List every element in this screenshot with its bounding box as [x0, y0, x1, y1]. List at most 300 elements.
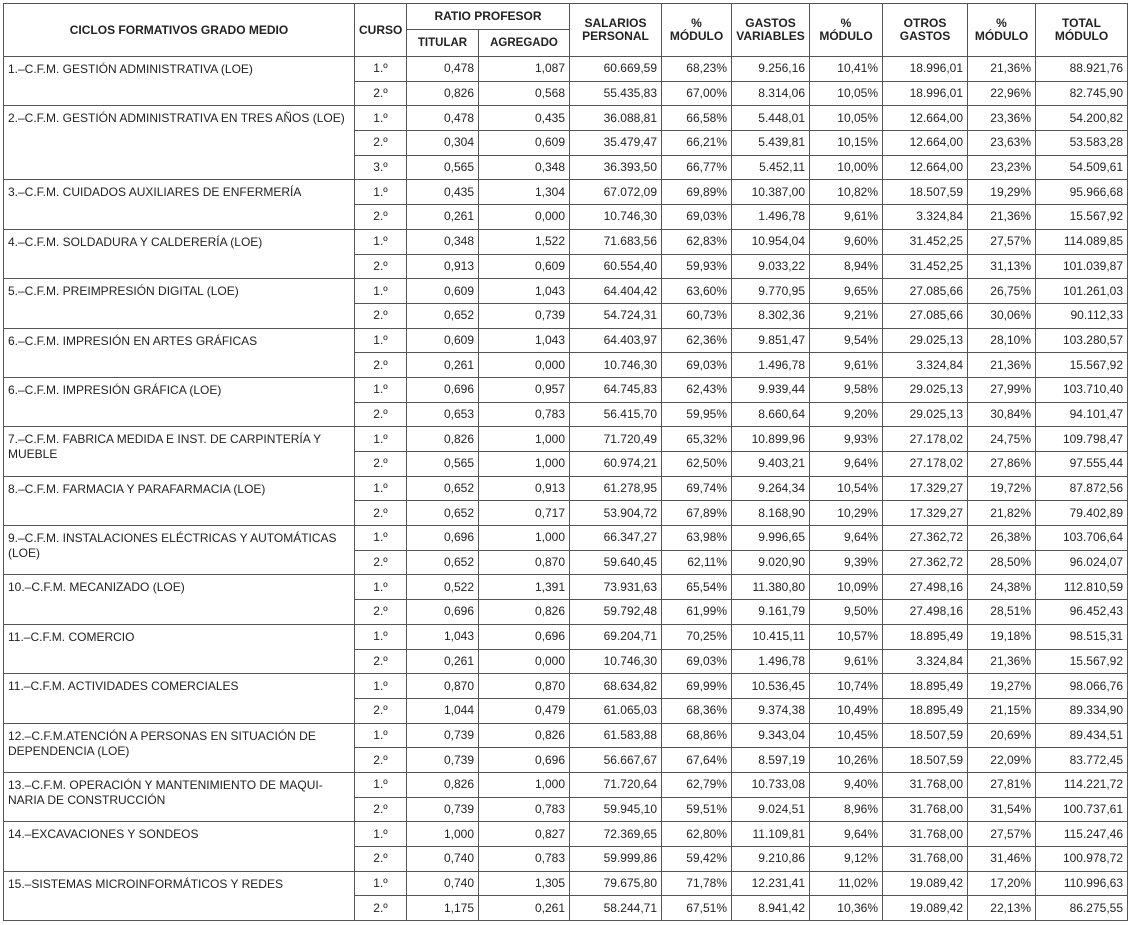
cell-pct-gastos: 9,61%: [810, 205, 883, 230]
cell-curso: 1.º: [355, 229, 407, 254]
cell-pct-otros: 19,29%: [968, 180, 1036, 205]
cell-pct-gastos: 9,93%: [810, 427, 883, 452]
cell-agregado: 0,609: [479, 131, 570, 156]
cell-total: 114.089,85: [1036, 229, 1128, 254]
cell-pct-otros: 23,63%: [968, 131, 1036, 156]
cell-curso: 1.º: [355, 57, 407, 82]
cell-total: 94.101,47: [1036, 402, 1128, 427]
cell-total: 109.798,47: [1036, 427, 1128, 452]
cell-curso: 1.º: [355, 674, 407, 699]
cell-pct-salarios: 62,80%: [662, 822, 732, 847]
cell-pct-otros: 30,06%: [968, 303, 1036, 328]
cell-pct-otros: 22,13%: [968, 896, 1036, 921]
cell-agregado: 0,783: [479, 797, 570, 822]
ciclo-name: 1.–C.F.M. GESTIÓN ADMINISTRATIVA (LOE): [4, 57, 355, 106]
cell-pct-salarios: 62,11%: [662, 550, 732, 575]
cell-total: 110.996,63: [1036, 871, 1128, 896]
cell-salarios: 69.204,71: [570, 624, 662, 649]
table-row: [4, 624, 1128, 649]
header-curso: CURSO: [355, 4, 407, 57]
cell-titular: 0,826: [407, 81, 479, 106]
cell-otros: 27.498,16: [883, 575, 968, 600]
cell-titular: 0,653: [407, 402, 479, 427]
cell-salarios: 61.278,95: [570, 476, 662, 501]
cell-titular: 0,435: [407, 180, 479, 205]
cell-gastos: 9.851,47: [732, 328, 810, 353]
cell-titular: 0,261: [407, 649, 479, 674]
cell-salarios: 60.554,40: [570, 254, 662, 279]
cell-agregado: 1,043: [479, 328, 570, 353]
cell-pct-salarios: 67,89%: [662, 501, 732, 526]
cell-pct-salarios: 62,79%: [662, 772, 732, 797]
cell-otros: 27.362,72: [883, 550, 968, 575]
cell-gastos: 9.403,21: [732, 452, 810, 477]
ciclo-name: 3.–C.F.M. CUIDADOS AUXILIARES DE ENFERMERÍA: [4, 180, 355, 229]
cell-agregado: 0,348: [479, 155, 570, 180]
cell-pct-gastos: 10,29%: [810, 501, 883, 526]
cell-total: 96.024,07: [1036, 550, 1128, 575]
cell-gastos: 8.597,19: [732, 748, 810, 773]
cell-curso: 2.º: [355, 797, 407, 822]
cell-titular: 0,478: [407, 106, 479, 131]
cell-otros: 27.178,02: [883, 427, 968, 452]
cell-salarios: 73.931,63: [570, 575, 662, 600]
cell-pct-otros: 28,50%: [968, 550, 1036, 575]
cell-salarios: 68.634,82: [570, 674, 662, 699]
cell-titular: 1,000: [407, 822, 479, 847]
cell-curso: 2.º: [355, 205, 407, 230]
table-row: [4, 822, 1128, 847]
cell-gastos: 9.024,51: [732, 797, 810, 822]
cell-agregado: 0,913: [479, 476, 570, 501]
cell-titular: 0,565: [407, 155, 479, 180]
cell-total: 79.402,89: [1036, 501, 1128, 526]
table-row: [4, 57, 1128, 82]
cell-salarios: 60.974,21: [570, 452, 662, 477]
ciclo-name: 6.–C.F.M. IMPRESIÓN EN ARTES GRÁFICAS: [4, 328, 355, 377]
cell-pct-otros: 28,51%: [968, 600, 1036, 625]
cell-salarios: 67.072,09: [570, 180, 662, 205]
cell-pct-gastos: 9,39%: [810, 550, 883, 575]
cell-pct-salarios: 63,98%: [662, 526, 732, 551]
cell-pct-salarios: 60,73%: [662, 303, 732, 328]
cell-pct-gastos: 9,64%: [810, 526, 883, 551]
cell-agregado: 0,609: [479, 254, 570, 279]
cell-agregado: 1,522: [479, 229, 570, 254]
cell-pct-otros: 27,81%: [968, 772, 1036, 797]
cell-pct-salarios: 66,58%: [662, 106, 732, 131]
cell-agregado: 0,826: [479, 723, 570, 748]
cell-titular: 0,348: [407, 229, 479, 254]
cell-salarios: 61.065,03: [570, 698, 662, 723]
cell-pct-salarios: 62,36%: [662, 328, 732, 353]
cell-salarios: 35.479,47: [570, 131, 662, 156]
cell-agregado: 1,000: [479, 772, 570, 797]
table-row: [4, 377, 1128, 402]
cell-pct-otros: 31,13%: [968, 254, 1036, 279]
cell-otros: 31.768,00: [883, 797, 968, 822]
cell-curso: 2.º: [355, 847, 407, 872]
table-row: [4, 871, 1128, 896]
cell-total: 15.567,92: [1036, 205, 1128, 230]
cell-otros: 31.768,00: [883, 772, 968, 797]
cell-gastos: 8.941,42: [732, 896, 810, 921]
cell-titular: 0,609: [407, 328, 479, 353]
cell-titular: 0,826: [407, 772, 479, 797]
cell-pct-salarios: 68,86%: [662, 723, 732, 748]
cell-gastos: 9.033,22: [732, 254, 810, 279]
cell-curso: 2.º: [355, 550, 407, 575]
cell-gastos: 1.496,78: [732, 353, 810, 378]
cell-total: 54.200,82: [1036, 106, 1128, 131]
cell-total: 112.810,59: [1036, 575, 1128, 600]
cell-pct-otros: 21,36%: [968, 353, 1036, 378]
cell-pct-salarios: 67,64%: [662, 748, 732, 773]
cell-gastos: 1.496,78: [732, 649, 810, 674]
cell-curso: 1.º: [355, 476, 407, 501]
cell-otros: 27.085,66: [883, 303, 968, 328]
cell-pct-salarios: 59,93%: [662, 254, 732, 279]
cell-total: 100.737,61: [1036, 797, 1128, 822]
header-total: TOTAL MÓDULO: [1036, 4, 1128, 57]
cell-pct-gastos: 8,94%: [810, 254, 883, 279]
cell-pct-salarios: 62,83%: [662, 229, 732, 254]
cell-pct-salarios: 69,89%: [662, 180, 732, 205]
cell-total: 83.772,45: [1036, 748, 1128, 773]
cell-salarios: 60.669,59: [570, 57, 662, 82]
cell-pct-salarios: 67,00%: [662, 81, 732, 106]
cell-total: 98.066,76: [1036, 674, 1128, 699]
cell-gastos: 10.415,11: [732, 624, 810, 649]
cell-agregado: 0,000: [479, 353, 570, 378]
table-row: [4, 229, 1128, 254]
cell-agregado: 1,304: [479, 180, 570, 205]
cell-pct-otros: 31,54%: [968, 797, 1036, 822]
cell-agregado: 0,000: [479, 205, 570, 230]
cell-pct-gastos: 10,05%: [810, 106, 883, 131]
cell-otros: 18.996,01: [883, 81, 968, 106]
cell-total: 95.966,68: [1036, 180, 1128, 205]
header-otros: OTROS GASTOS: [883, 4, 968, 57]
cell-pct-salarios: 59,95%: [662, 402, 732, 427]
cell-curso: 2.º: [355, 131, 407, 156]
cell-gastos: 8.168,90: [732, 501, 810, 526]
cell-otros: 18.895,49: [883, 624, 968, 649]
cell-agregado: 0,000: [479, 649, 570, 674]
cell-curso: 2.º: [355, 254, 407, 279]
cell-curso: 1.º: [355, 822, 407, 847]
cell-salarios: 64.404,42: [570, 279, 662, 304]
cell-agregado: 0,435: [479, 106, 570, 131]
table-row: [4, 674, 1128, 699]
cell-agregado: 1,087: [479, 57, 570, 82]
cell-agregado: 0,827: [479, 822, 570, 847]
cell-otros: 18.996,01: [883, 57, 968, 82]
cell-otros: 27.178,02: [883, 452, 968, 477]
cell-curso: 1.º: [355, 575, 407, 600]
table-row: [4, 476, 1128, 501]
cell-curso: 1.º: [355, 328, 407, 353]
cell-otros: 31.768,00: [883, 847, 968, 872]
cell-total: 114.221,72: [1036, 772, 1128, 797]
cell-pct-gastos: 10,57%: [810, 624, 883, 649]
cell-salarios: 71.720,49: [570, 427, 662, 452]
table-body: [4, 57, 1128, 921]
cell-total: 89.334,90: [1036, 698, 1128, 723]
cell-curso: 1.º: [355, 106, 407, 131]
ciclo-name: 13.–C.F.M. OPERACIÓN Y MANTENIMIENTO DE MAQUI-NARIA DE CONSTRUCCIÓN: [4, 772, 355, 821]
cell-agregado: 0,783: [479, 402, 570, 427]
cell-agregado: 0,783: [479, 847, 570, 872]
cell-otros: 17.329,27: [883, 476, 968, 501]
cell-otros: 12.664,00: [883, 106, 968, 131]
cell-pct-gastos: 10,26%: [810, 748, 883, 773]
cell-curso: 1.º: [355, 723, 407, 748]
cell-gastos: 11.380,80: [732, 575, 810, 600]
cell-total: 115.247,46: [1036, 822, 1128, 847]
cost-table: [3, 3, 1128, 921]
cell-total: 88.921,76: [1036, 57, 1128, 82]
cell-salarios: 59.640,45: [570, 550, 662, 575]
ciclo-name: 5.–C.F.M. PREIMPRESIÓN DIGITAL (LOE): [4, 279, 355, 328]
cell-salarios: 58.244,71: [570, 896, 662, 921]
cell-otros: 27.362,72: [883, 526, 968, 551]
cell-curso: 2.º: [355, 303, 407, 328]
cell-titular: 1,044: [407, 698, 479, 723]
ciclo-name: 11.–C.F.M. COMERCIO: [4, 624, 355, 673]
cell-agregado: 1,305: [479, 871, 570, 896]
cell-pct-gastos: 10,41%: [810, 57, 883, 82]
cell-pct-gastos: 9,12%: [810, 847, 883, 872]
cell-otros: 19.089,42: [883, 871, 968, 896]
cell-total: 103.706,64: [1036, 526, 1128, 551]
cell-total: 103.710,40: [1036, 377, 1128, 402]
cell-salarios: 72.369,65: [570, 822, 662, 847]
cell-pct-gastos: 10,15%: [810, 131, 883, 156]
cell-titular: 0,696: [407, 600, 479, 625]
cell-otros: 18.895,49: [883, 698, 968, 723]
cell-agregado: 1,000: [479, 526, 570, 551]
cell-titular: 0,609: [407, 279, 479, 304]
cell-salarios: 36.088,81: [570, 106, 662, 131]
ciclo-name: 14.–EXCAVACIONES Y SONDEOS: [4, 822, 355, 871]
cell-agregado: 0,696: [479, 624, 570, 649]
cell-otros: 17.329,27: [883, 501, 968, 526]
cell-curso: 2.º: [355, 353, 407, 378]
table-row: [4, 575, 1128, 600]
cell-curso: 1.º: [355, 624, 407, 649]
cell-agregado: 0,826: [479, 600, 570, 625]
cell-curso: 1.º: [355, 377, 407, 402]
cell-agregado: 0,957: [479, 377, 570, 402]
cell-titular: 0,913: [407, 254, 479, 279]
cell-pct-otros: 19,27%: [968, 674, 1036, 699]
cell-pct-salarios: 70,25%: [662, 624, 732, 649]
cell-total: 96.452,43: [1036, 600, 1128, 625]
cell-gastos: 10.536,45: [732, 674, 810, 699]
cell-salarios: 56.667,67: [570, 748, 662, 773]
table-row: [4, 772, 1128, 797]
cell-agregado: 0,739: [479, 303, 570, 328]
cell-salarios: 59.792,48: [570, 600, 662, 625]
cell-titular: 0,740: [407, 871, 479, 896]
cell-salarios: 66.347,27: [570, 526, 662, 551]
cell-salarios: 61.583,88: [570, 723, 662, 748]
cell-agregado: 0,870: [479, 674, 570, 699]
cell-pct-gastos: 10,05%: [810, 81, 883, 106]
cell-salarios: 53.904,72: [570, 501, 662, 526]
cell-pct-salarios: 69,03%: [662, 649, 732, 674]
cell-pct-gastos: 8,96%: [810, 797, 883, 822]
cell-pct-otros: 17,20%: [968, 871, 1036, 896]
cell-pct-salarios: 62,43%: [662, 377, 732, 402]
cell-otros: 18.507,59: [883, 180, 968, 205]
cell-curso: 1.º: [355, 427, 407, 452]
table-row: [4, 723, 1128, 748]
cell-pct-gastos: 9,61%: [810, 353, 883, 378]
table-row: [4, 427, 1128, 452]
cell-total: 15.567,92: [1036, 649, 1128, 674]
cell-total: 97.555,44: [1036, 452, 1128, 477]
ciclo-name: 11.–C.F.M. ACTIVIDADES COMERCIALES: [4, 674, 355, 723]
ciclo-name: 7.–C.F.M. FABRICA MEDIDA E INST. DE CARPINTERÍA Y MUEBLE: [4, 427, 355, 476]
cell-gastos: 9.020,90: [732, 550, 810, 575]
cell-pct-salarios: 69,03%: [662, 205, 732, 230]
cell-pct-gastos: 10,45%: [810, 723, 883, 748]
cell-titular: 1,043: [407, 624, 479, 649]
cell-agregado: 1,000: [479, 452, 570, 477]
cell-otros: 27.498,16: [883, 600, 968, 625]
cell-curso: 2.º: [355, 81, 407, 106]
cell-pct-salarios: 69,74%: [662, 476, 732, 501]
cell-otros: 3.324,84: [883, 205, 968, 230]
cell-pct-salarios: 62,50%: [662, 452, 732, 477]
cell-titular: 0,261: [407, 205, 479, 230]
table-row: [4, 328, 1128, 353]
ciclo-name: 2.–C.F.M. GESTIÓN ADMINISTRATIVA EN TRES AÑOS (LOE): [4, 106, 355, 180]
cell-pct-otros: 27,99%: [968, 377, 1036, 402]
cell-gastos: 9.939,44: [732, 377, 810, 402]
cell-pct-gastos: 9,50%: [810, 600, 883, 625]
cell-pct-otros: 19,18%: [968, 624, 1036, 649]
cell-pct-gastos: 10,49%: [810, 698, 883, 723]
cell-pct-otros: 21,82%: [968, 501, 1036, 526]
ciclo-name: 10.–C.F.M. MECANIZADO (LOE): [4, 575, 355, 624]
cell-otros: 31.768,00: [883, 822, 968, 847]
cell-otros: 19.089,42: [883, 896, 968, 921]
cell-pct-salarios: 59,42%: [662, 847, 732, 872]
cell-otros: 18.895,49: [883, 674, 968, 699]
cell-agregado: 1,000: [479, 427, 570, 452]
cell-agregado: 0,696: [479, 748, 570, 773]
cell-pct-otros: 26,38%: [968, 526, 1036, 551]
cell-pct-gastos: 10,09%: [810, 575, 883, 600]
cell-pct-gastos: 9,40%: [810, 772, 883, 797]
cell-pct-otros: 23,23%: [968, 155, 1036, 180]
cell-curso: 2.º: [355, 501, 407, 526]
cell-pct-gastos: 11,02%: [810, 871, 883, 896]
cell-pct-salarios: 66,21%: [662, 131, 732, 156]
cell-gastos: 9.161,79: [732, 600, 810, 625]
ciclo-name: 8.–C.F.M. FARMACIA Y PARAFARMACIA (LOE): [4, 476, 355, 525]
cell-curso: 2.º: [355, 402, 407, 427]
cell-pct-otros: 19,72%: [968, 476, 1036, 501]
cell-gastos: 9.264,34: [732, 476, 810, 501]
cell-titular: 0,696: [407, 377, 479, 402]
cell-gastos: 5.439,81: [732, 131, 810, 156]
cell-titular: 0,652: [407, 501, 479, 526]
cell-pct-gastos: 10,74%: [810, 674, 883, 699]
cell-pct-gastos: 10,36%: [810, 896, 883, 921]
cell-pct-salarios: 63,60%: [662, 279, 732, 304]
cell-gastos: 8.314,06: [732, 81, 810, 106]
header-ciclos: CICLOS FORMATIVOS GRADO MEDIO: [4, 4, 355, 57]
cell-total: 98.515,31: [1036, 624, 1128, 649]
cell-curso: 2.º: [355, 698, 407, 723]
cell-curso: 1.º: [355, 180, 407, 205]
cell-pct-gastos: 9,61%: [810, 649, 883, 674]
cell-pct-otros: 21,36%: [968, 57, 1036, 82]
cell-curso: 1.º: [355, 871, 407, 896]
header-gastos: GASTOS VARIABLES: [732, 4, 810, 57]
cell-salarios: 56.415,70: [570, 402, 662, 427]
cell-salarios: 54.724,31: [570, 303, 662, 328]
cell-gastos: 9.996,65: [732, 526, 810, 551]
cell-gastos: 10.733,08: [732, 772, 810, 797]
header-agregado: AGREGADO: [479, 30, 570, 57]
cell-total: 82.745,90: [1036, 81, 1128, 106]
cell-gastos: 12.231,41: [732, 871, 810, 896]
cell-otros: 18.507,59: [883, 748, 968, 773]
header-ratio: RATIO PROFESOR: [407, 4, 570, 30]
cell-total: 90.112,33: [1036, 303, 1128, 328]
cell-curso: 2.º: [355, 896, 407, 921]
cell-curso: 2.º: [355, 649, 407, 674]
cell-pct-gastos: 9,21%: [810, 303, 883, 328]
cell-pct-otros: 27,86%: [968, 452, 1036, 477]
cell-pct-otros: 27,57%: [968, 822, 1036, 847]
cell-pct-otros: 26,75%: [968, 279, 1036, 304]
ciclo-name: 12.–C.F.M.ATENCIÓN A PERSONAS EN SITUACIÓN DE DEPENDENCIA (LOE): [4, 723, 355, 772]
table-row: [4, 106, 1128, 131]
cell-total: 101.261,03: [1036, 279, 1128, 304]
ciclo-name: 9.–C.F.M. INSTALACIONES ELÉCTRICAS Y AUTOMÁTICAS (LOE): [4, 526, 355, 575]
table-row: [4, 526, 1128, 551]
cell-gastos: 9.770,95: [732, 279, 810, 304]
ciclo-name: 6.–C.F.M. IMPRESIÓN GRÁFICA (LOE): [4, 377, 355, 426]
cell-total: 103.280,57: [1036, 328, 1128, 353]
cell-pct-gastos: 9,60%: [810, 229, 883, 254]
cell-pct-gastos: 9,54%: [810, 328, 883, 353]
cell-pct-gastos: 9,64%: [810, 822, 883, 847]
cell-titular: 0,261: [407, 353, 479, 378]
header-pct-gastos: % MÓDULO: [810, 4, 883, 57]
cell-curso: 2.º: [355, 452, 407, 477]
cell-pct-otros: 23,36%: [968, 106, 1036, 131]
cell-titular: 0,739: [407, 748, 479, 773]
cell-pct-salarios: 71,78%: [662, 871, 732, 896]
cell-pct-otros: 21,15%: [968, 698, 1036, 723]
cell-titular: 0,565: [407, 452, 479, 477]
cell-curso: 1.º: [355, 526, 407, 551]
cell-otros: 31.452,25: [883, 254, 968, 279]
cell-salarios: 36.393,50: [570, 155, 662, 180]
cell-gastos: 10.899,96: [732, 427, 810, 452]
cell-otros: 29.025,13: [883, 402, 968, 427]
cell-gastos: 8.302,36: [732, 303, 810, 328]
header-pct-otros: % MÓDULO: [968, 4, 1036, 57]
cell-salarios: 59.999,86: [570, 847, 662, 872]
